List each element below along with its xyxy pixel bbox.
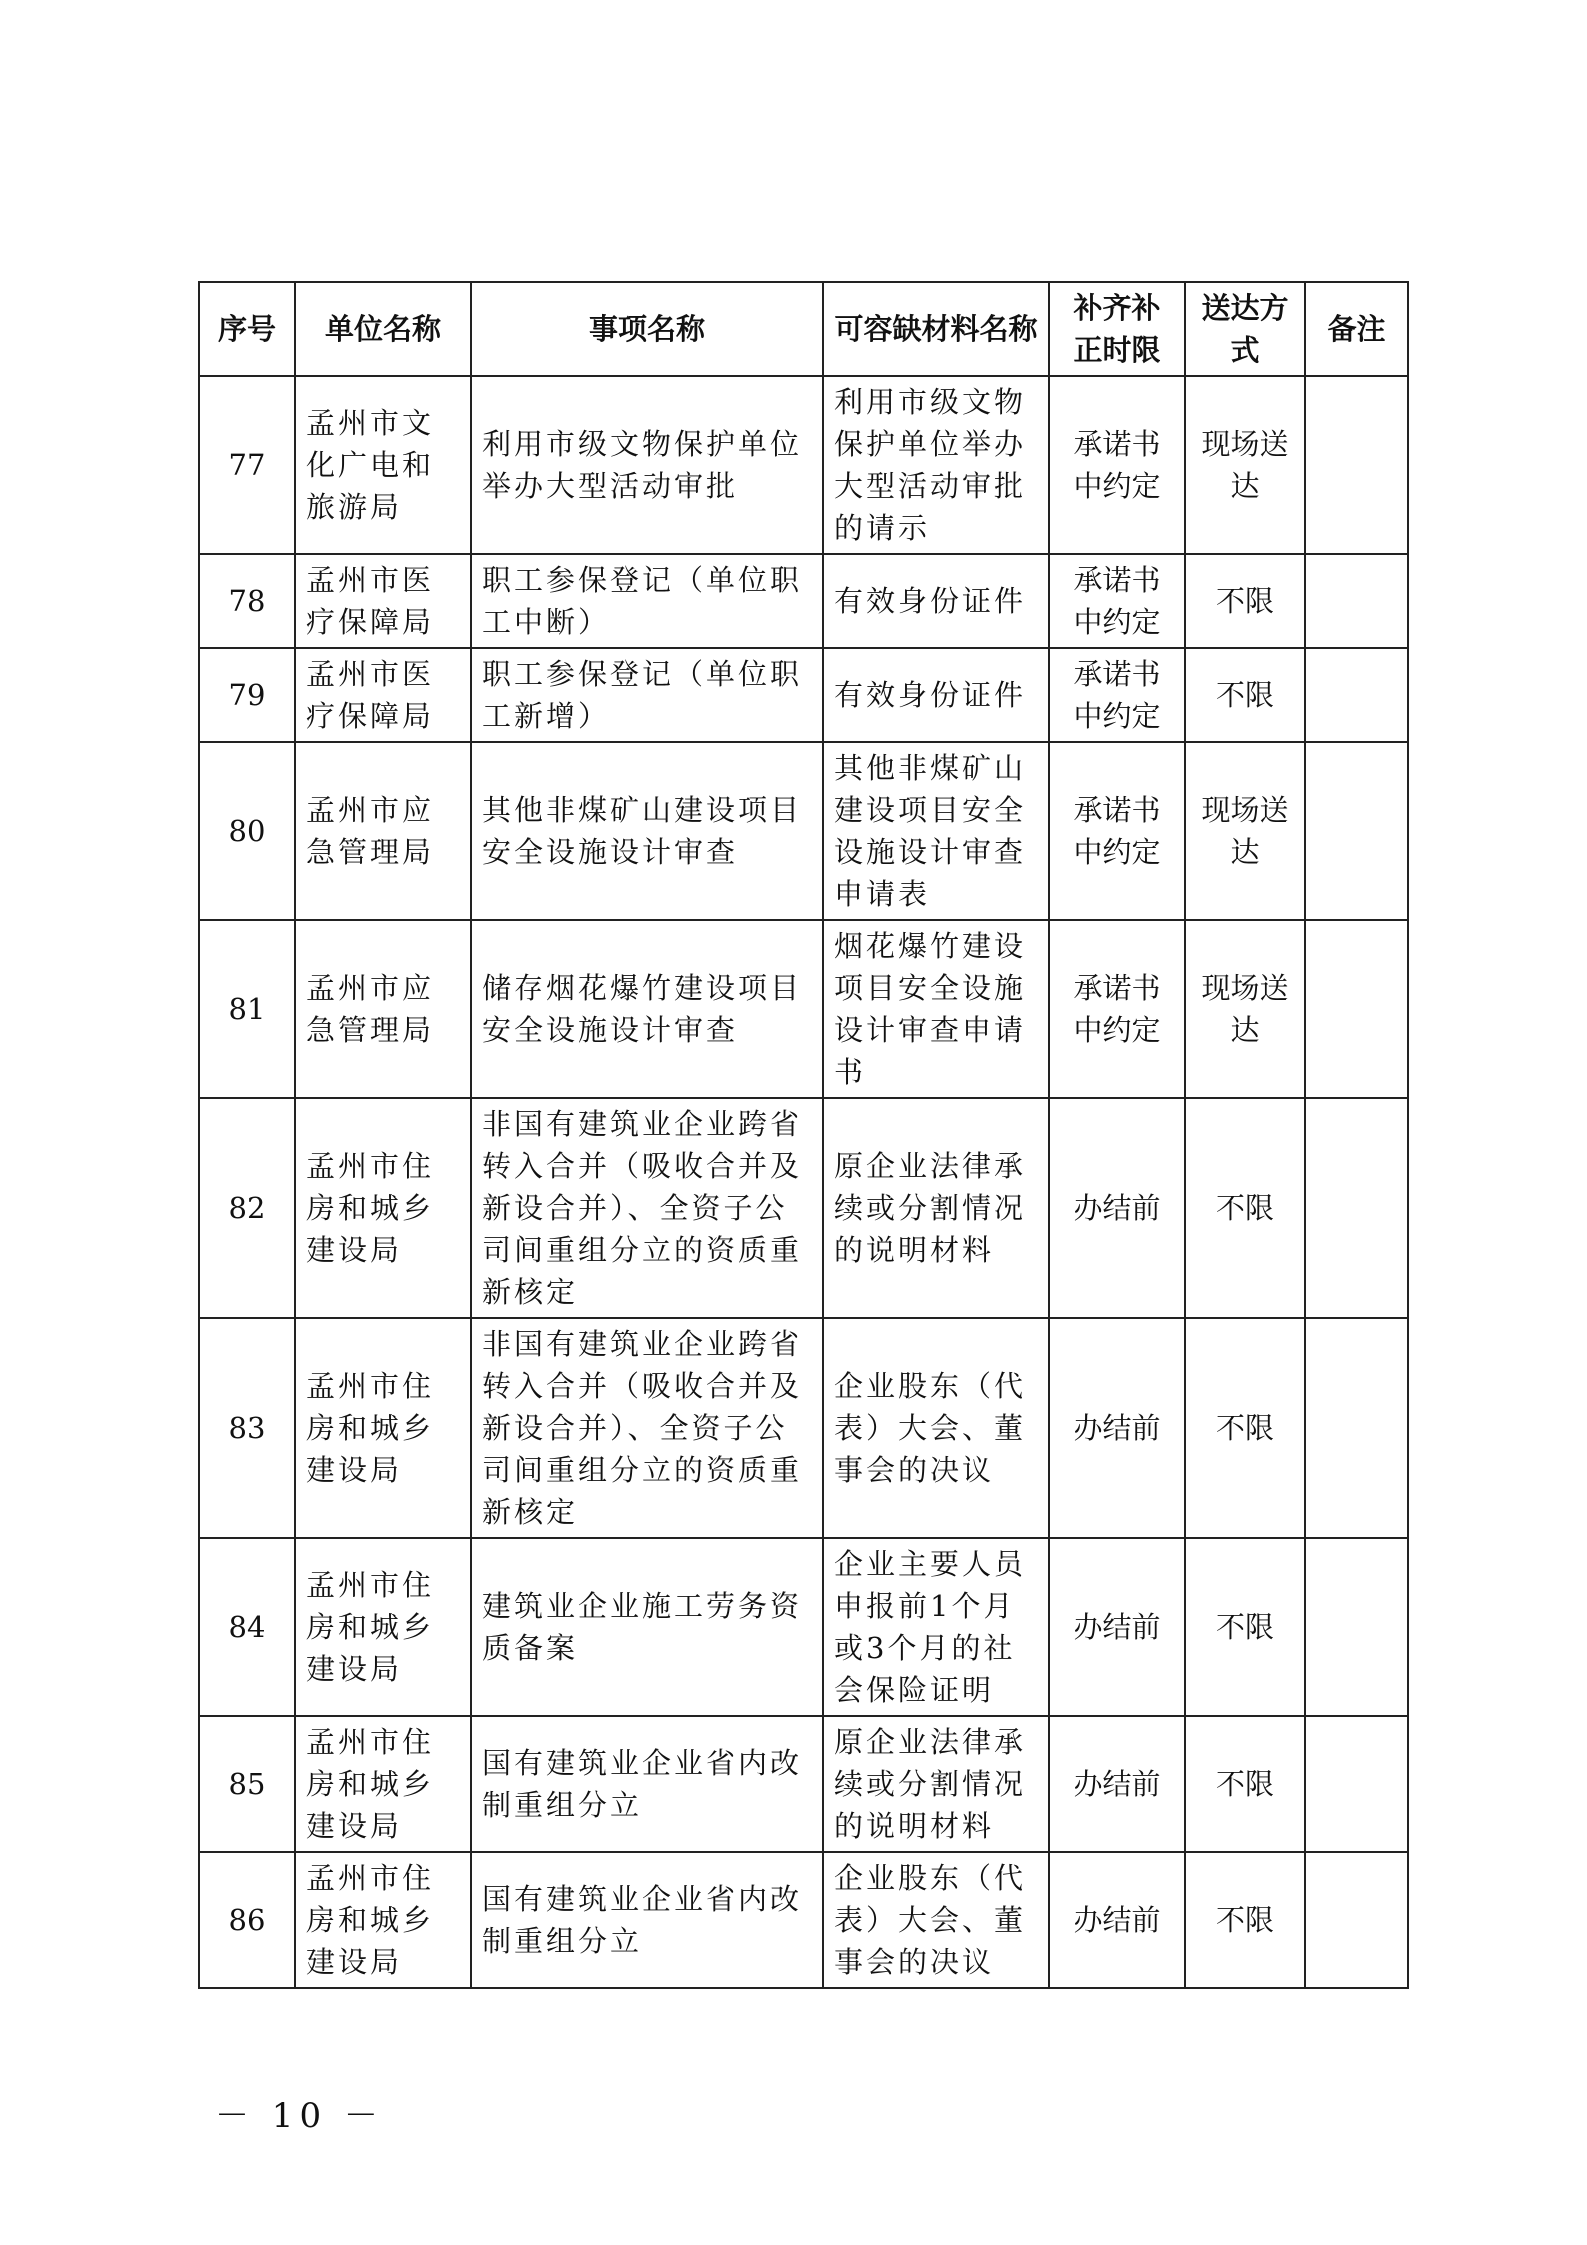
cell-deadline: 办结前 [1049, 1318, 1185, 1538]
cell-item: 利用市级文物保护单位举办大型活动审批 [471, 376, 823, 554]
cell-delivery: 不限 [1185, 1852, 1305, 1988]
cell-item: 职工参保登记（单位职工中断） [471, 554, 823, 648]
cell-unit: 孟州市文化广电和旅游局 [295, 376, 471, 554]
cell-deadline: 办结前 [1049, 1852, 1185, 1988]
cell-item: 非国有建筑业企业跨省转入合并（吸收合并及新设合并）、全资子公司间重组分立的资质重新核定 [471, 1098, 823, 1318]
cell-material: 原企业法律承续或分割情况的说明材料 [823, 1716, 1049, 1852]
cell-delivery: 不限 [1185, 1318, 1305, 1538]
cell-note [1305, 1098, 1408, 1318]
cell-note [1305, 1852, 1408, 1988]
cell-unit: 孟州市医疗保障局 [295, 648, 471, 742]
table-row [199, 742, 1408, 920]
cell-note [1305, 1538, 1408, 1716]
cell-note [1305, 648, 1408, 742]
cell-no: 86 [199, 1852, 295, 1988]
cell-delivery: 现场送达 [1185, 742, 1305, 920]
header-unit: 单位名称 [295, 282, 471, 376]
cell-item: 非国有建筑业企业跨省转入合并（吸收合并及新设合并）、全资子公司间重组分立的资质重新核定 [471, 1318, 823, 1538]
page-number: － 10 － [215, 2096, 384, 2136]
cell-note [1305, 920, 1408, 1098]
cell-delivery: 不限 [1185, 1716, 1305, 1852]
cell-item: 国有建筑业企业省内改制重组分立 [471, 1852, 823, 1988]
cell-note [1305, 376, 1408, 554]
cell-deadline: 办结前 [1049, 1716, 1185, 1852]
cell-deadline: 承诺书中约定 [1049, 554, 1185, 648]
cell-delivery: 不限 [1185, 648, 1305, 742]
table-row [199, 1852, 1408, 1988]
cell-no: 84 [199, 1538, 295, 1716]
header-material: 可容缺材料名称 [823, 282, 1049, 376]
cell-delivery: 不限 [1185, 1098, 1305, 1318]
cell-deadline: 承诺书中约定 [1049, 742, 1185, 920]
items-table [198, 281, 1409, 1989]
cell-unit: 孟州市住房和城乡建设局 [295, 1318, 471, 1538]
cell-delivery: 现场送达 [1185, 376, 1305, 554]
table-row [199, 554, 1408, 648]
table-header-row [199, 282, 1408, 376]
table-row [199, 920, 1408, 1098]
cell-no: 78 [199, 554, 295, 648]
cell-item: 储存烟花爆竹建设项目安全设施设计审查 [471, 920, 823, 1098]
header-delivery: 送达方式 [1185, 282, 1305, 376]
cell-material: 企业主要人员申报前1个月或3个月的社会保险证明 [823, 1538, 1049, 1716]
cell-deadline: 办结前 [1049, 1538, 1185, 1716]
cell-note [1305, 742, 1408, 920]
cell-material: 其他非煤矿山建设项目安全设施设计审查申请表 [823, 742, 1049, 920]
cell-material: 有效身份证件 [823, 648, 1049, 742]
cell-note [1305, 554, 1408, 648]
table-row [199, 376, 1408, 554]
cell-note [1305, 1318, 1408, 1538]
table-row [199, 648, 1408, 742]
cell-unit: 孟州市住房和城乡建设局 [295, 1538, 471, 1716]
table-row [199, 1538, 1408, 1716]
cell-material: 有效身份证件 [823, 554, 1049, 648]
cell-no: 82 [199, 1098, 295, 1318]
cell-material: 烟花爆竹建设项目安全设施设计审查申请书 [823, 920, 1049, 1098]
header-no: 序号 [199, 282, 295, 376]
cell-unit: 孟州市应急管理局 [295, 920, 471, 1098]
cell-unit: 孟州市住房和城乡建设局 [295, 1716, 471, 1852]
header-deadline: 补齐补正时限 [1049, 282, 1185, 376]
cell-material: 原企业法律承续或分割情况的说明材料 [823, 1098, 1049, 1318]
table-row [199, 1318, 1408, 1538]
cell-material: 利用市级文物保护单位举办大型活动审批的请示 [823, 376, 1049, 554]
cell-material: 企业股东（代表）大会、董事会的决议 [823, 1318, 1049, 1538]
cell-item: 建筑业企业施工劳务资质备案 [471, 1538, 823, 1716]
table-row [199, 1716, 1408, 1852]
cell-deadline: 承诺书中约定 [1049, 920, 1185, 1098]
cell-unit: 孟州市住房和城乡建设局 [295, 1098, 471, 1318]
cell-deadline: 承诺书中约定 [1049, 648, 1185, 742]
cell-delivery: 现场送达 [1185, 920, 1305, 1098]
cell-no: 79 [199, 648, 295, 742]
header-note: 备注 [1305, 282, 1408, 376]
cell-no: 80 [199, 742, 295, 920]
cell-no: 77 [199, 376, 295, 554]
cell-item: 职工参保登记（单位职工新增） [471, 648, 823, 742]
cell-delivery: 不限 [1185, 554, 1305, 648]
cell-unit: 孟州市医疗保障局 [295, 554, 471, 648]
cell-note [1305, 1716, 1408, 1852]
cell-no: 81 [199, 920, 295, 1098]
cell-material: 企业股东（代表）大会、董事会的决议 [823, 1852, 1049, 1988]
cell-delivery: 不限 [1185, 1538, 1305, 1716]
cell-item: 国有建筑业企业省内改制重组分立 [471, 1716, 823, 1852]
header-item: 事项名称 [471, 282, 823, 376]
cell-no: 85 [199, 1716, 295, 1852]
cell-unit: 孟州市应急管理局 [295, 742, 471, 920]
cell-unit: 孟州市住房和城乡建设局 [295, 1852, 471, 1988]
cell-no: 83 [199, 1318, 295, 1538]
cell-deadline: 办结前 [1049, 1098, 1185, 1318]
cell-item: 其他非煤矿山建设项目安全设施设计审查 [471, 742, 823, 920]
table-row [199, 1098, 1408, 1318]
cell-deadline: 承诺书中约定 [1049, 376, 1185, 554]
